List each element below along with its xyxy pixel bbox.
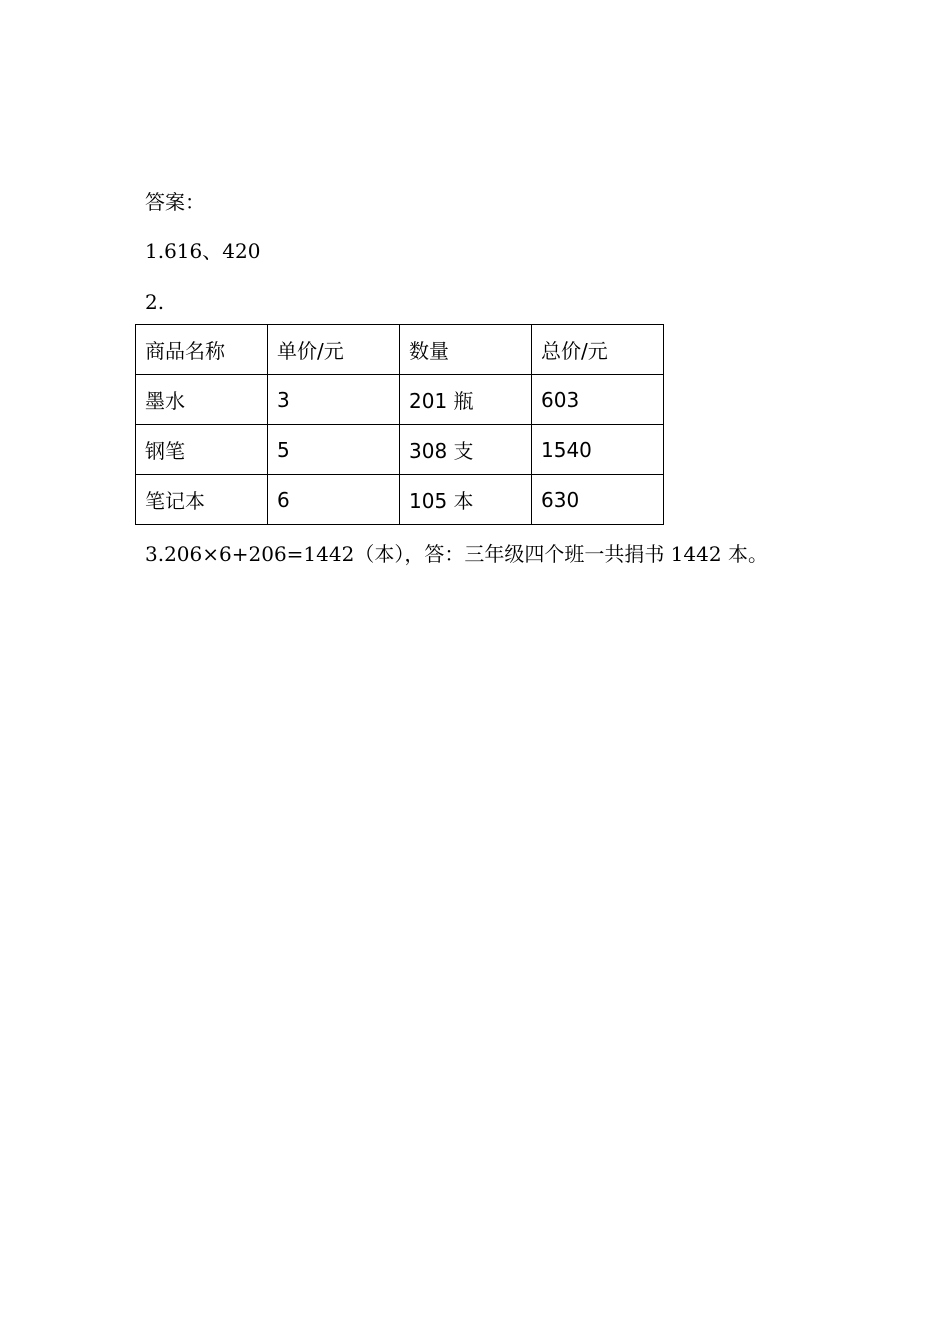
table-row <box>136 425 664 475</box>
table-cell: 5 <box>268 425 400 475</box>
table-cell: 105 本 <box>400 475 532 525</box>
table-row <box>136 475 664 525</box>
table-header-cell: 商品名称 <box>136 325 268 375</box>
table-cell: 1540 <box>532 425 664 475</box>
table-cell: 308 支 <box>400 425 532 475</box>
table-cell: 钢笔 <box>136 425 268 475</box>
table-cell: 墨水 <box>136 375 268 425</box>
table-row <box>136 375 664 425</box>
answer-2-label: 2. <box>145 290 165 314</box>
table-header-cell: 单价/元 <box>268 325 400 375</box>
answer-heading: 答案： <box>145 190 205 214</box>
answer-3: 3.206×6+206=1442（本），答：三年级四个班一共捐书 1442 本。 <box>145 542 768 566</box>
table-header-cell: 数量 <box>400 325 532 375</box>
table-header-row <box>136 325 664 375</box>
table-cell: 603 <box>532 375 664 425</box>
answer-1: 1.616、420 <box>145 239 261 263</box>
table-cell: 3 <box>268 375 400 425</box>
table-header-cell: 总价/元 <box>532 325 664 375</box>
table-cell: 笔记本 <box>136 475 268 525</box>
table-cell: 6 <box>268 475 400 525</box>
table-cell: 630 <box>532 475 664 525</box>
goods-table <box>135 324 664 525</box>
table-cell: 201 瓶 <box>400 375 532 425</box>
